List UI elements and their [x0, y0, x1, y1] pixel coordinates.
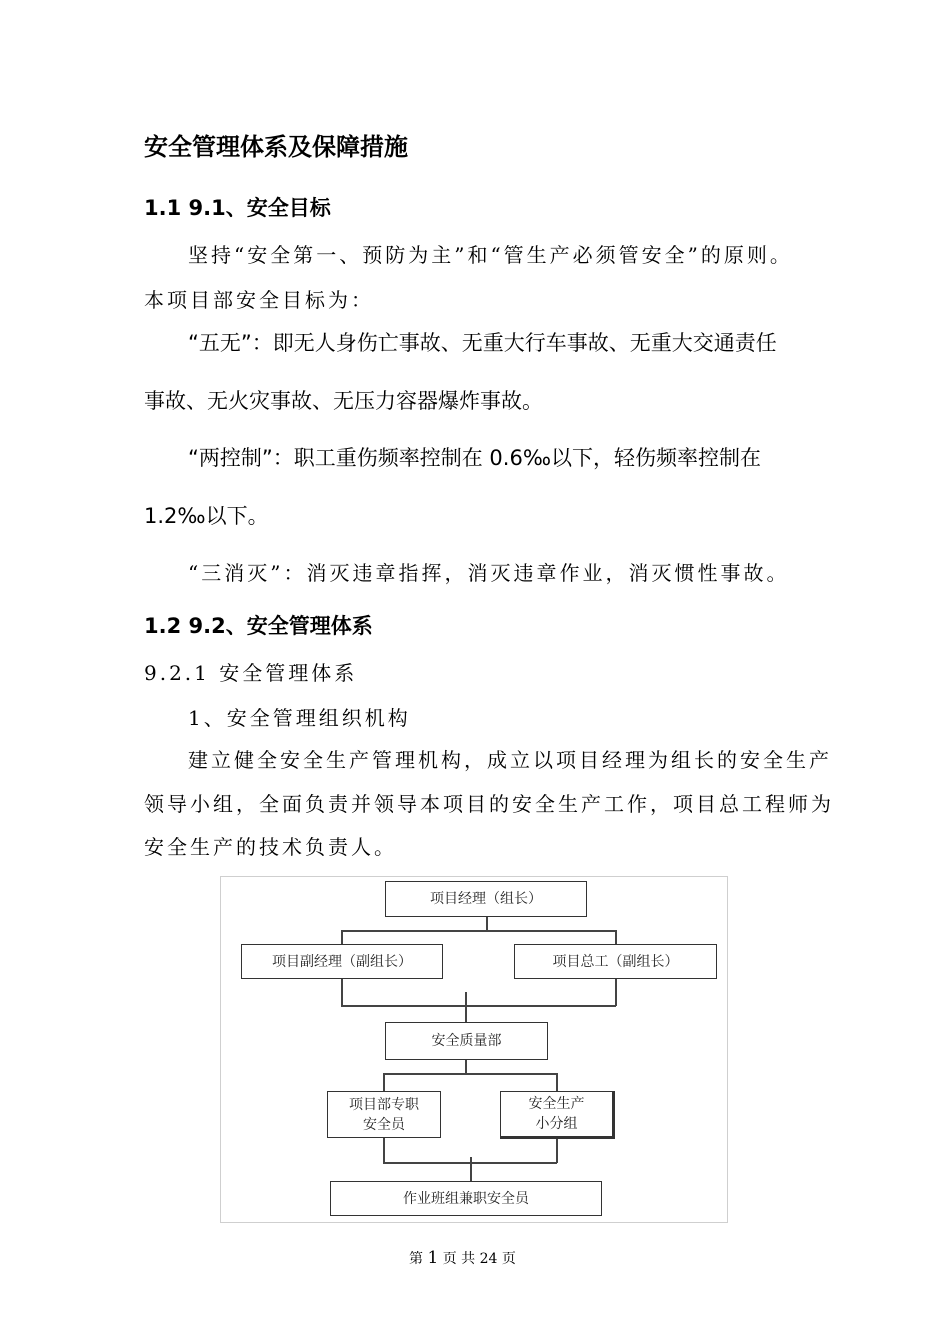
paragraph-line: 坚持“安全第一、预防为主”和“管生产必须管安全”的原则。 [188, 243, 793, 267]
section-heading-9-2: 1.2 9.2、安全管理体系 [144, 614, 373, 638]
connector-line [383, 1073, 557, 1075]
org-box-label: 项目部专职 [349, 1096, 419, 1113]
connector-line [383, 1073, 385, 1091]
paragraph-line: “五无”：即无人身伤亡事故、无重大行车事故、无重大交通责任 [188, 331, 777, 355]
connector-line [556, 1137, 558, 1163]
connector-line [615, 930, 617, 944]
org-box-label: 安全员 [363, 1116, 405, 1133]
connector-line [556, 1073, 558, 1091]
connector-line [465, 1059, 467, 1073]
page-footer [409, 1248, 516, 1268]
org-box-team-officers: 作业班组兼职安全员 [330, 1181, 602, 1216]
connector-line [341, 930, 616, 932]
org-box-project-manager: 项目经理（组长） [385, 881, 587, 917]
paragraph-line: 建立健全安全生产管理机构，成立以项目经理为组长的安全生产 [188, 748, 832, 772]
org-chart [220, 876, 728, 1223]
footer-suffix: 页 [501, 1251, 516, 1267]
paragraph-line: 安全生产的技术负责人。 [144, 835, 397, 859]
org-box-deputy-manager: 项目副经理（副组长） [241, 944, 443, 979]
org-box-safety-dept: 安全质量部 [385, 1022, 548, 1060]
paragraph-line: “两控制”：职工重伤频率控制在 0.6‰以下，轻伤频率控制在 [188, 446, 762, 470]
org-box-safety-officer [327, 1091, 441, 1138]
connector-line [465, 992, 467, 1022]
page-number: 1 [427, 1248, 439, 1268]
connector-line [341, 978, 343, 1006]
list-item: 1、安全管理组织机构 [188, 706, 411, 730]
org-box-label: 安全生产 [528, 1096, 585, 1112]
org-box-label: 小分组 [535, 1116, 578, 1132]
footer-prefix: 第 [409, 1251, 423, 1267]
connector-line [486, 916, 488, 930]
paragraph-line: “三消灭”：消灭违章指挥，消灭违章作业，消灭惯性事故。 [188, 561, 790, 585]
connector-line [341, 930, 343, 944]
org-box-chief-engineer: 项目总工（副组长） [514, 944, 717, 979]
connector-line [383, 1137, 385, 1163]
paragraph-line: 事故、无火灾事故、无压力容器爆炸事故。 [144, 389, 543, 413]
total-pages: 24 [479, 1251, 498, 1267]
org-box-safety-group [500, 1091, 615, 1139]
connector-line [470, 1157, 472, 1181]
page-title: 安全管理体系及保障措施 [144, 133, 408, 161]
connector-line [341, 1005, 616, 1007]
section-heading-9-1: 1.1 9.1、安全目标 [144, 196, 331, 220]
paragraph-line: 1.2‰以下。 [144, 504, 269, 528]
footer-middle: 页 共 [442, 1251, 476, 1267]
connector-line [615, 978, 617, 1006]
paragraph-line: 领导小组，全面负责并领导本项目的安全生产工作，项目总工程师为 [144, 792, 834, 816]
subsection-heading: 9.2.1 安全管理体系 [144, 661, 358, 685]
paragraph-line: 本项目部安全目标为： [144, 288, 374, 312]
